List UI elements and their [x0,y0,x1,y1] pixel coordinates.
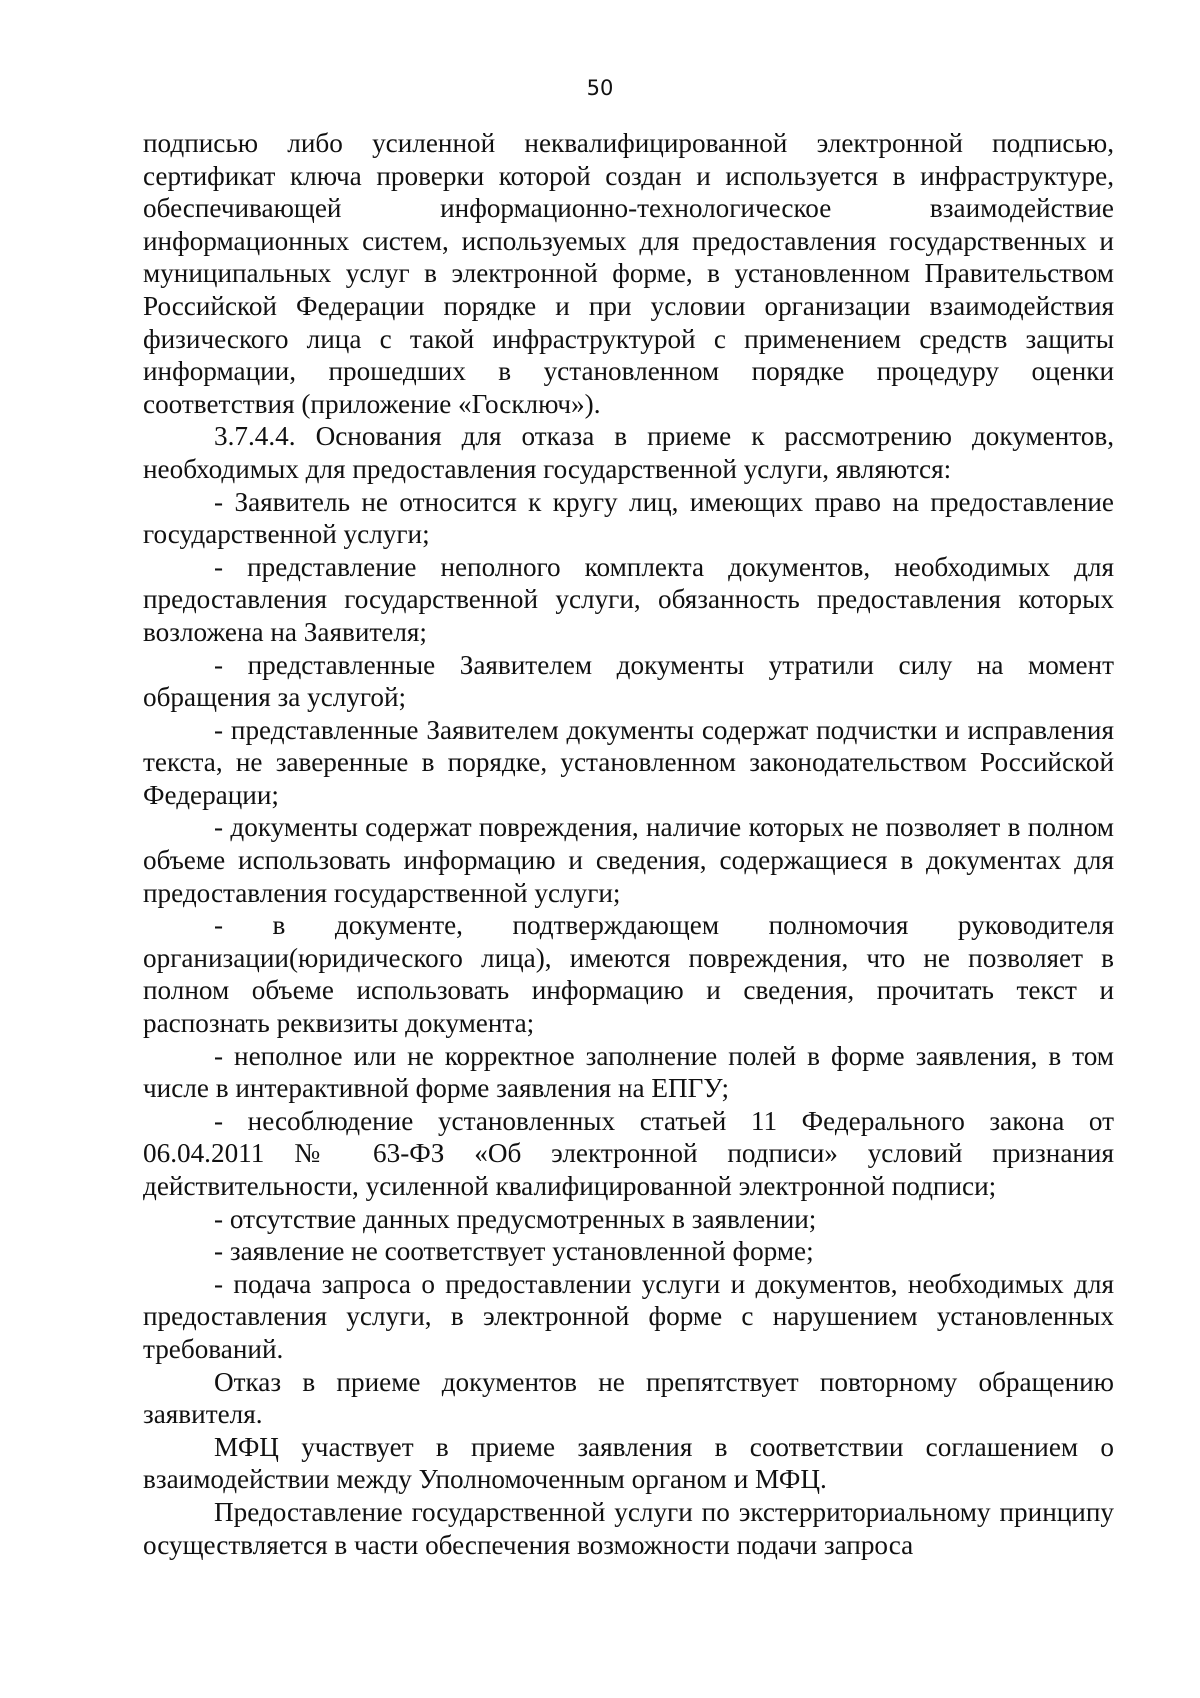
list-item: - неполное или не корректное заполнение полей в форме заявления, в том числе в интерактивной форме заявления на ЕПГУ; [143,1040,1114,1104]
list-item: - несоблюдение установленных статьей 11 Федерального закона от 06.04.2011 № 63-ФЗ «Об электронной подписи» условий признания действительности, усиленной квалифицированной электронной подписи; [143,1105,1114,1201]
paragraph: Предоставление государственной услуги по экстерриториальному принципу осуществляется в части обеспечения возможности подачи запроса [143,1496,1114,1560]
list-item: - Заявитель не относится к кругу лиц, имеющих право на предоставление государственной услуги; [143,486,1114,550]
paragraph: Отказ в приеме документов не препятствует повторному обращению заявителя. [143,1366,1114,1430]
document-body [143,127,1114,1561]
list-item: - документы содержат повреждения, наличие которых не позволяет в полном объеме использовать информацию и сведения, содержащиеся в документах для предоставления государственной услуги; [143,812,1114,908]
list-item: - отсутствие данных предусмотренных в заявлении; [214,1203,817,1234]
list-item: - в документе, подтверждающем полномочия руководителя организации(юридического лица), имеются повреждения, что не позволяет в полном объеме использовать информацию и сведения, прочитать текст и распознать реквизиты документа; [143,910,1114,1039]
list-item: - заявление не соответствует установленной форме; [214,1236,814,1267]
page-number: 50 [586,76,614,100]
list-item: - подача запроса о предоставлении услуги и документов, необходимых для предоставления услуги, в электронной форме с нарушением установленных требований. [143,1268,1114,1364]
list-item: - представленные Заявителем документы содержат подчистки и исправления текста, не заверенные в порядке, установленном законодательством Российской Федерации; [143,714,1114,810]
paragraph-section-heading: 3.7.4.4. Основания для отказа в приеме к рассмотрению документов, необходимых для предоставления государственной услуги, являются: [143,421,1114,484]
list-item: - представление неполного комплекта документов, необходимых для предоставления государственной услуги, обязанность предоставления которых возложена на Заявителя; [143,551,1114,647]
paragraph: МФЦ участвует в приеме заявления в соответствии соглашением о взаимодействии между Уполномоченным органом и МФЦ. [143,1431,1114,1495]
paragraph-continuation: подписью либо усиленной неквалифицированной электронной подписью, сертификат ключа проверки которой создан и используется в инфраструктуре, обеспечивающей информационно-технологическое взаимодействие информационных систем, используемых для предоставления государственных и муниципальных услуг в электронной форме, в установленном Правительством Российской Федерации порядке и при условии организации взаимодействия физического лица с такой инфраструктурой с применением средств защиты информации, прошедших в установленном порядке процедуру оценки соответствия (приложение «Госключ»). [143,128,1114,419]
list-item: - представленные Заявителем документы утратили силу на момент обращения за услугой; [143,649,1114,713]
